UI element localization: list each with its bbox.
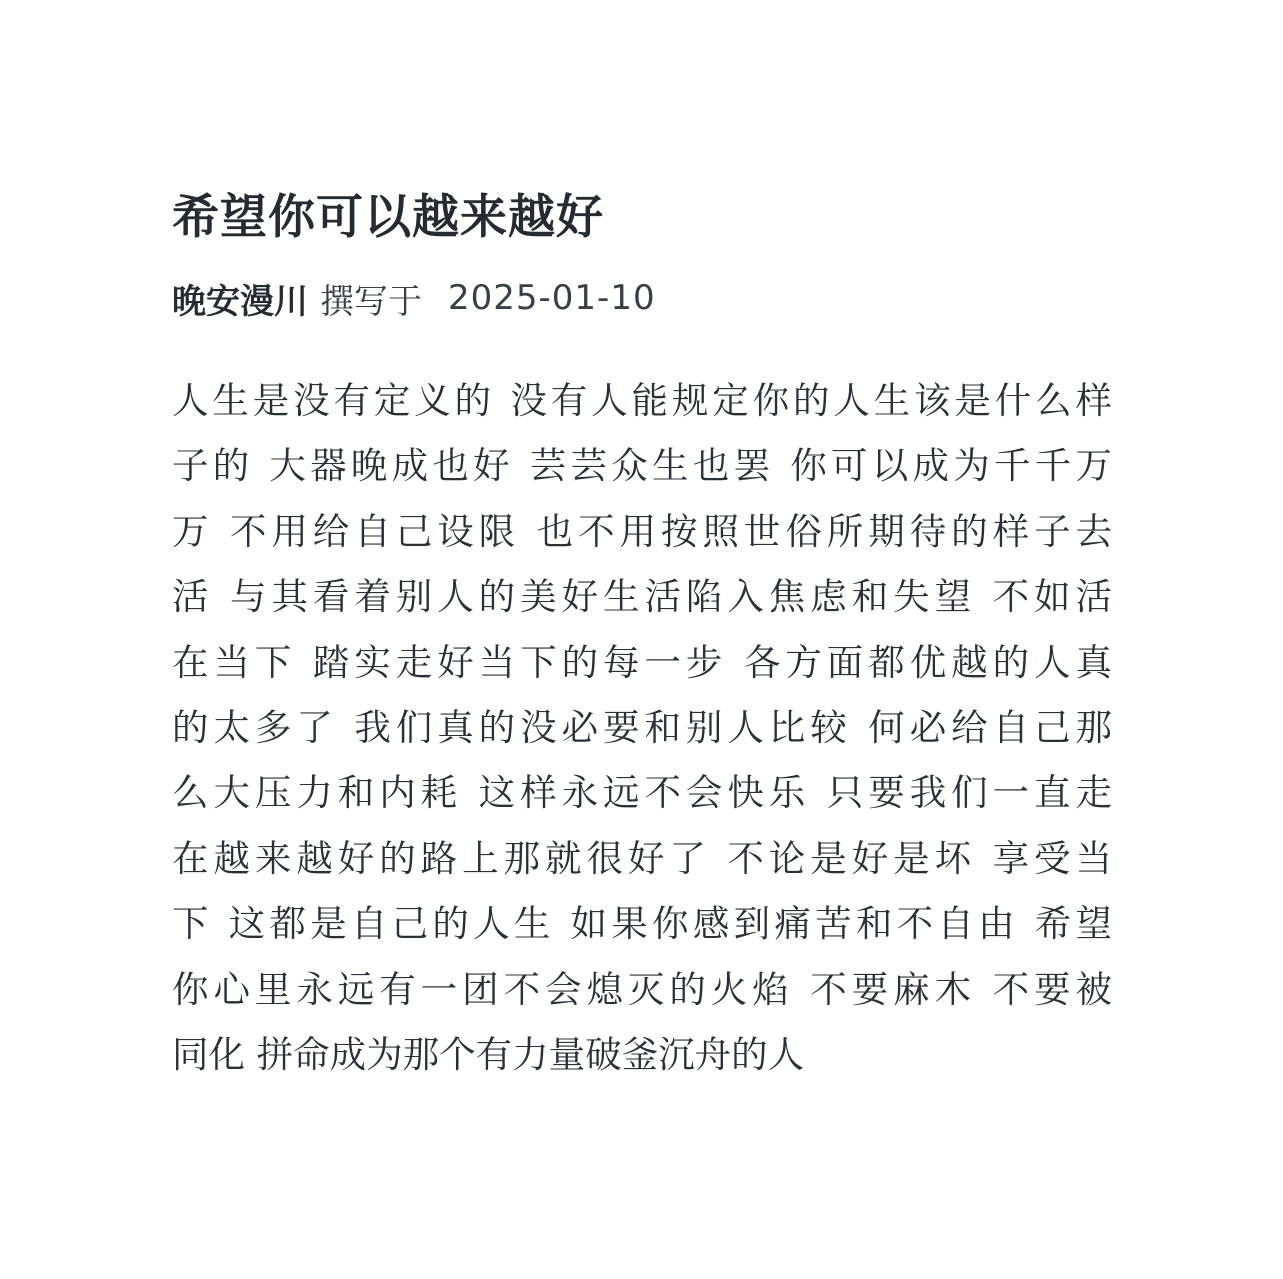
article-title: 希望你可以越来越好 <box>172 190 604 245</box>
body-line: 同化 拼命成为那个有力量破釜沉舟的人 <box>172 1032 805 1076</box>
body-line: 的太多了 我们真的没必要和别人比较 何必给自己那 <box>172 705 1112 749</box>
body-line: 下 这都是自己的人生 如果你感到痛苦和不自由 希望 <box>172 902 1112 946</box>
author-name[interactable]: 晚安漫川 <box>172 281 308 322</box>
article <box>172 182 1117 1087</box>
article-body <box>172 368 1117 1087</box>
body-line: 在当下 踏实走好当下的每一步 各方面都优越的人真 <box>172 640 1112 684</box>
body-line: 活 与其看着别人的美好生活陷入焦虑和失望 不如活 <box>172 575 1112 619</box>
publish-date: 2025-01-10 <box>448 278 656 318</box>
body-line: 子的 大器晚成也好 芸芸众生也罢 你可以成为千千万 <box>172 444 1112 488</box>
body-line: 万 不用给自己设限 也不用按照世俗所期待的样子去 <box>172 509 1112 553</box>
article-meta <box>172 268 1117 328</box>
wrote-label: 撰写于 <box>320 281 422 322</box>
body-line: 在越来越好的路上那就很好了 不论是好是坏 享受当 <box>172 836 1112 880</box>
body-line: 人生是没有定义的 没有人能规定你的人生该是什么样 <box>172 379 1112 422</box>
body-line: 么大压力和内耗 这样永远不会快乐 只要我们一直走 <box>172 771 1112 815</box>
body-line: 你心里永远有一团不会熄灭的火焰 不要麻木 不要被 <box>172 967 1112 1011</box>
